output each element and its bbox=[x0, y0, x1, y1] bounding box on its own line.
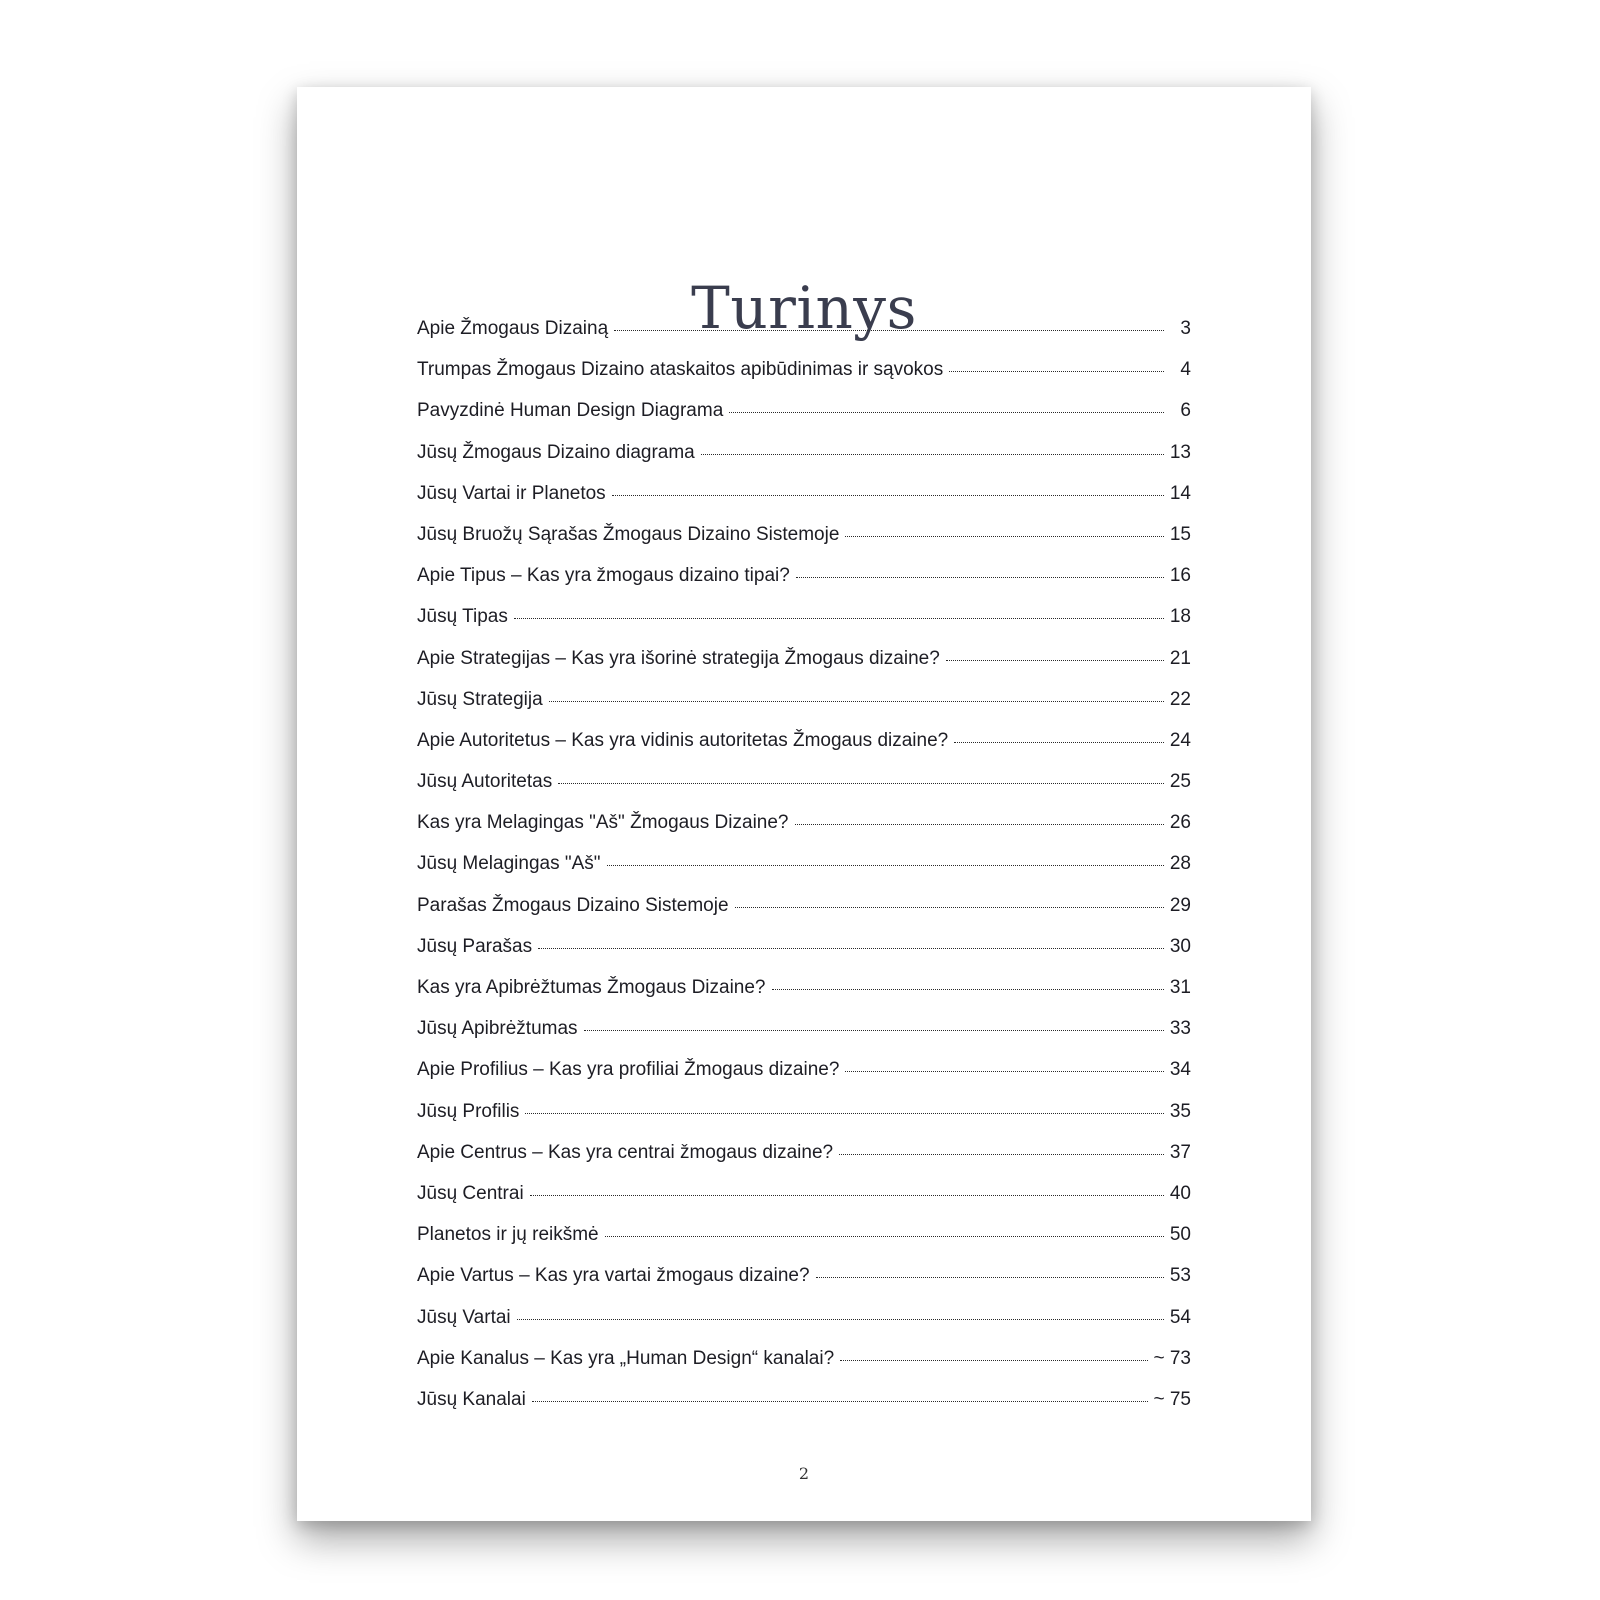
toc-entry-page: 54 bbox=[1169, 1306, 1191, 1328]
toc-entry-title: Apie Profilius – Kas yra profiliai Žmogaus dizaine? bbox=[417, 1059, 840, 1081]
toc-entry-page: 6 bbox=[1180, 400, 1191, 422]
dot-leader bbox=[525, 1113, 1164, 1114]
toc-entry[interactable] bbox=[417, 771, 1191, 812]
toc-entry[interactable] bbox=[417, 1307, 1191, 1348]
toc-entry-page: ~ 73 bbox=[1153, 1347, 1191, 1369]
toc-entry[interactable] bbox=[417, 359, 1191, 400]
toc-entry-page: 24 bbox=[1169, 729, 1191, 751]
toc-entry[interactable] bbox=[417, 1018, 1191, 1059]
toc-entry[interactable] bbox=[417, 318, 1191, 359]
toc-entry[interactable] bbox=[417, 400, 1191, 441]
toc-entry[interactable] bbox=[417, 648, 1191, 689]
toc-entry-title: Jūsų Apibrėžtumas bbox=[417, 1018, 578, 1040]
toc-entry-title: Jūsų Žmogaus Dizaino diagrama bbox=[417, 441, 695, 463]
toc-entry[interactable] bbox=[417, 1265, 1191, 1306]
toc-entry-title: Jūsų Parašas bbox=[417, 935, 533, 957]
toc-entry-title: Jūsų Tipas bbox=[417, 606, 508, 628]
toc-entry-page: 37 bbox=[1169, 1141, 1191, 1163]
dot-leader bbox=[954, 742, 1164, 743]
document-page bbox=[297, 87, 1311, 1521]
toc-entry[interactable] bbox=[417, 1142, 1191, 1183]
toc-entry-page: 30 bbox=[1169, 935, 1191, 957]
toc-entry[interactable] bbox=[417, 1348, 1191, 1389]
toc-entry-title: Pavyzdinė Human Design Diagrama bbox=[417, 400, 724, 422]
dot-leader bbox=[530, 1195, 1164, 1196]
dot-leader bbox=[584, 1030, 1164, 1031]
toc-entry-page: 29 bbox=[1169, 894, 1191, 916]
toc-entry-page: ~ 75 bbox=[1153, 1388, 1191, 1410]
toc-entry-page: 14 bbox=[1169, 482, 1191, 504]
toc-entry[interactable] bbox=[417, 689, 1191, 730]
toc-entry-title: Kas yra Melagingas "Aš" Žmogaus Dizaine? bbox=[417, 812, 789, 834]
toc-entry[interactable] bbox=[417, 1183, 1191, 1224]
dot-leader bbox=[946, 660, 1164, 661]
dot-leader bbox=[558, 783, 1164, 784]
dot-leader bbox=[614, 330, 1164, 331]
toc-entry[interactable] bbox=[417, 1059, 1191, 1100]
toc-entry-title: Apie Kanalus – Kas yra „Human Design“ kanalai? bbox=[417, 1347, 835, 1369]
toc-entry-page: 22 bbox=[1169, 688, 1191, 710]
toc-entry[interactable] bbox=[417, 977, 1191, 1018]
toc-entry[interactable] bbox=[417, 853, 1191, 894]
toc-entry[interactable] bbox=[417, 1224, 1191, 1265]
toc-entry-page: 13 bbox=[1169, 441, 1191, 463]
toc-entry[interactable] bbox=[417, 565, 1191, 606]
dot-leader bbox=[735, 907, 1164, 908]
toc-entry-title: Kas yra Apibrėžtumas Žmogaus Dizaine? bbox=[417, 977, 766, 998]
toc-entry-page: 40 bbox=[1169, 1182, 1191, 1204]
dot-leader bbox=[532, 1401, 1149, 1402]
dot-leader bbox=[796, 577, 1164, 578]
dot-leader bbox=[772, 989, 1165, 990]
toc-entry-page: 28 bbox=[1169, 853, 1191, 875]
toc-entry[interactable] bbox=[417, 895, 1191, 936]
toc-entry-page: 25 bbox=[1169, 771, 1191, 793]
table-of-contents bbox=[417, 318, 1191, 1430]
toc-entry-page: 33 bbox=[1169, 1018, 1191, 1040]
toc-entry[interactable] bbox=[417, 483, 1191, 524]
toc-entry-title: Jūsų Autoritetas bbox=[417, 771, 553, 793]
toc-entry-page: 50 bbox=[1169, 1224, 1191, 1246]
toc-entry-title: Apie Žmogaus Dizainą bbox=[417, 318, 609, 339]
page-title: Turinys bbox=[691, 274, 917, 342]
toc-entry-page: 31 bbox=[1169, 977, 1191, 998]
toc-entry[interactable] bbox=[417, 730, 1191, 771]
toc-entry-page: 15 bbox=[1169, 523, 1191, 545]
dot-leader bbox=[701, 454, 1164, 455]
dot-leader bbox=[949, 371, 1164, 372]
toc-entry-title: Parašas Žmogaus Dizaino Sistemoje bbox=[417, 894, 729, 916]
dot-leader bbox=[729, 412, 1164, 413]
dot-leader bbox=[549, 701, 1164, 702]
dot-leader bbox=[607, 865, 1164, 866]
toc-entry-title: Apie Vartus – Kas yra vartai žmogaus dizaine? bbox=[417, 1265, 810, 1287]
dot-leader bbox=[845, 1071, 1164, 1072]
toc-entry-page: 21 bbox=[1169, 647, 1191, 669]
dot-leader bbox=[840, 1360, 1148, 1361]
dot-leader bbox=[514, 618, 1164, 619]
dot-leader bbox=[605, 1236, 1164, 1237]
toc-entry[interactable] bbox=[417, 606, 1191, 647]
toc-entry-title: Apie Tipus – Kas yra žmogaus dizaino tipai? bbox=[417, 565, 790, 587]
toc-entry-page: 3 bbox=[1180, 318, 1191, 339]
dot-leader bbox=[517, 1319, 1164, 1320]
toc-entry-title: Planetos ir jų reikšmė bbox=[417, 1224, 599, 1246]
toc-entry-page: 4 bbox=[1180, 359, 1191, 381]
toc-entry-page: 34 bbox=[1169, 1059, 1191, 1081]
toc-entry[interactable] bbox=[417, 1101, 1191, 1142]
toc-entry-title: Jūsų Melagingas "Aš" bbox=[417, 853, 601, 875]
toc-entry-page: 26 bbox=[1169, 812, 1191, 834]
toc-entry-title: Jūsų Bruožų Sąrašas Žmogaus Dizaino Sistemoje bbox=[417, 523, 840, 545]
toc-entry-title: Trumpas Žmogaus Dizaino ataskaitos apibūdinimas ir sąvokos bbox=[417, 359, 944, 381]
toc-entry-title: Jūsų Kanalai bbox=[417, 1388, 526, 1410]
toc-entry-title: Jūsų Profilis bbox=[417, 1100, 520, 1122]
toc-entry[interactable] bbox=[417, 442, 1191, 483]
dot-leader bbox=[612, 495, 1164, 496]
toc-entry[interactable] bbox=[417, 812, 1191, 853]
toc-entry-title: Jūsų Vartai bbox=[417, 1306, 511, 1328]
page-number: 2 bbox=[798, 1464, 810, 1483]
toc-entry[interactable] bbox=[417, 936, 1191, 977]
toc-entry-page: 18 bbox=[1169, 606, 1191, 628]
toc-entry-page: 35 bbox=[1169, 1100, 1191, 1122]
toc-entry-title: Apie Centrus – Kas yra centrai žmogaus dizaine? bbox=[417, 1141, 834, 1163]
dot-leader bbox=[839, 1154, 1164, 1155]
toc-entry-page: 16 bbox=[1169, 565, 1191, 587]
dot-leader bbox=[795, 824, 1165, 825]
dot-leader bbox=[538, 948, 1164, 949]
dot-leader bbox=[816, 1277, 1164, 1278]
toc-entry-title: Jūsų Strategija bbox=[417, 688, 543, 710]
toc-entry-title: Jūsų Centrai bbox=[417, 1182, 524, 1204]
toc-entry[interactable] bbox=[417, 524, 1191, 565]
toc-entry-title: Apie Autoritetus – Kas yra vidinis autoritetas Žmogaus dizaine? bbox=[417, 729, 949, 751]
toc-entry-title: Jūsų Vartai ir Planetos bbox=[417, 482, 606, 504]
toc-entry[interactable] bbox=[417, 1389, 1191, 1430]
dot-leader bbox=[845, 536, 1164, 537]
toc-entry-title: Apie Strategijas – Kas yra išorinė strategija Žmogaus dizaine? bbox=[417, 647, 940, 669]
toc-entry-page: 53 bbox=[1169, 1265, 1191, 1287]
